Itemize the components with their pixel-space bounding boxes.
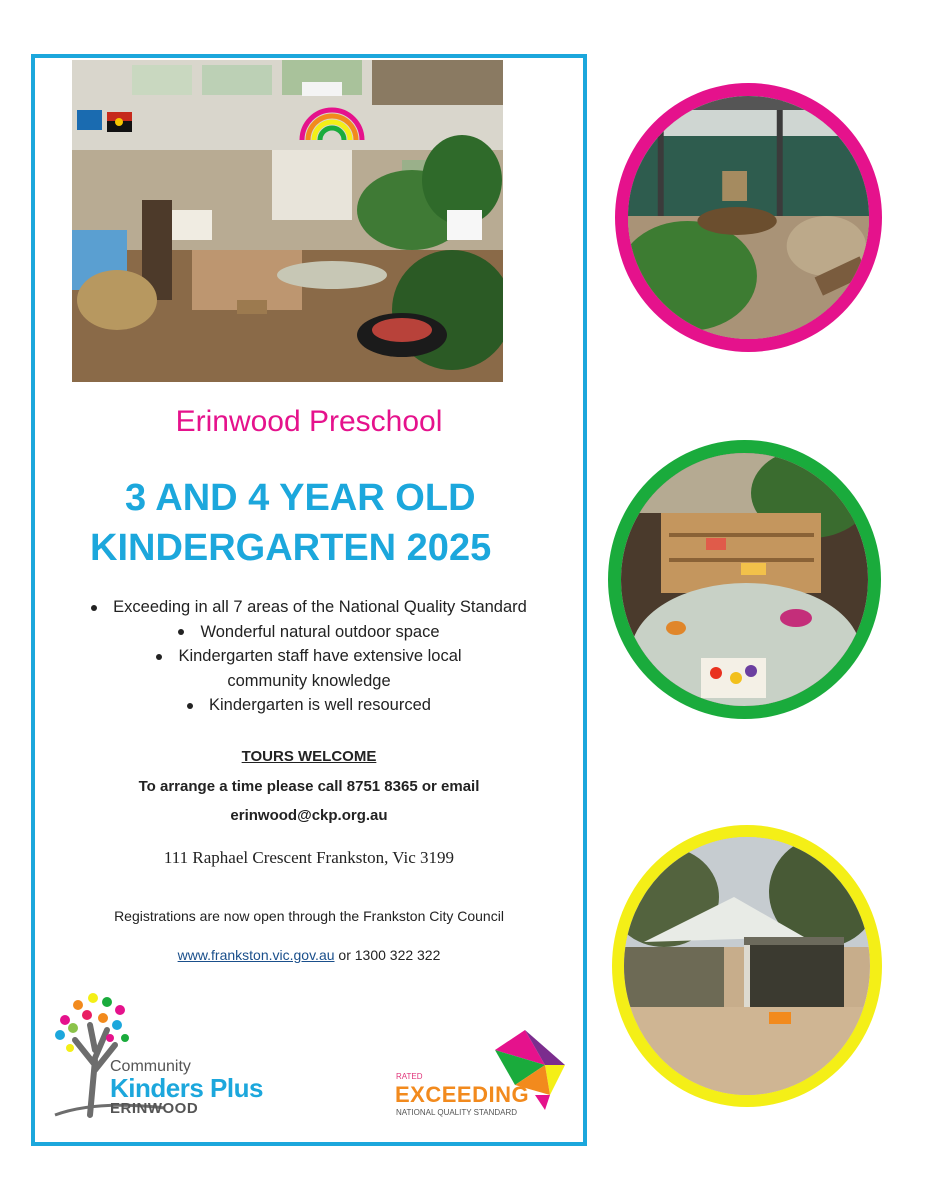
list-item <box>35 595 583 620</box>
ckp-kinders: Kinders Plus <box>110 1073 263 1103</box>
street-address: 111 Raphael Crescent Frankston, Vic 3199 <box>163 848 455 867</box>
headline-line-2: KINDERGARTEN 2025 <box>90 527 492 569</box>
exceeding-rated: RATED <box>396 1072 423 1081</box>
list-item-text: Exceeding in all 7 areas of the National Quality Standard <box>113 598 527 616</box>
council-website-link[interactable]: www.frankston.vic.gov.au <box>177 947 335 963</box>
list-item-text: Wonderful natural outdoor space <box>200 622 440 641</box>
bullet-icon <box>187 703 193 709</box>
ckp-wordmark <box>110 1058 263 1117</box>
arrange-text: To arrange a time please call 8751 8365 or email <box>138 778 480 795</box>
headline <box>35 473 583 573</box>
exceeding-word: EXCEEDING <box>395 1082 530 1107</box>
feature-list <box>35 595 583 718</box>
exceeding-nqs: NATIONAL QUALITY STANDARD <box>396 1108 518 1117</box>
registration-contact <box>35 947 583 963</box>
headline-line-1: 3 AND 4 YEAR OLD <box>125 477 476 519</box>
phone-text: or 1300 322 322 <box>334 947 441 963</box>
list-item-text: community knowledge <box>227 671 391 690</box>
tours-heading: TOURS WELCOME <box>241 748 377 765</box>
registration-text: Registrations are now open through the Frankston City Council <box>114 908 504 924</box>
outdoor-garden-photo <box>615 83 882 352</box>
classroom-photo <box>72 60 503 382</box>
ckp-community: Community <box>110 1058 191 1075</box>
list-item <box>35 693 583 718</box>
bullet-icon <box>91 605 97 611</box>
list-item-text: Kindergarten is well resourced <box>209 696 431 714</box>
indoor-table-photo <box>608 440 881 719</box>
email-address[interactable]: erinwood@ckp.org.au <box>230 807 388 824</box>
list-item <box>35 620 583 645</box>
playground-photo <box>612 825 882 1107</box>
bullet-icon <box>156 654 162 660</box>
preschool-name: Erinwood Preschool <box>175 405 443 438</box>
ckp-erinwood: ERINWOOD <box>110 1100 199 1117</box>
list-item <box>35 644 583 669</box>
bullet-icon <box>178 629 184 635</box>
list-item-text: Kindergarten staff have extensive local <box>178 647 462 665</box>
list-item-continuation <box>35 669 583 694</box>
